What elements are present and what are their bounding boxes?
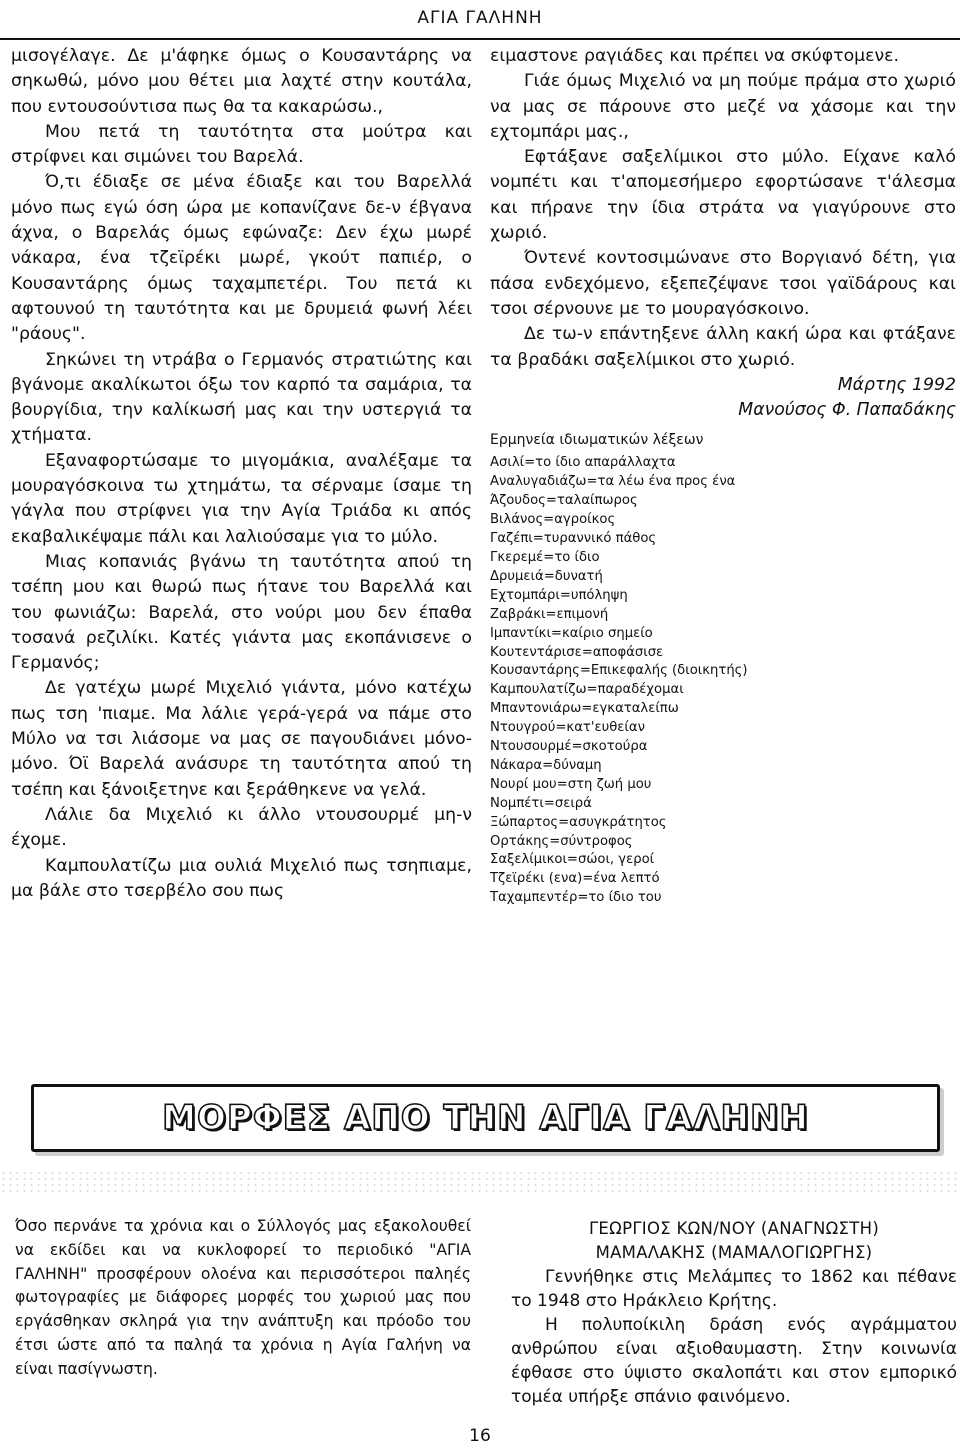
paragraph: Σηκώνει τη ντράβα ο Γερμανός στρατιώτης και βγάνομε ακαλίκωτοι όξω τον καρπό τα σαμάρια, τα βουργίδια, την καλίκωσή μας και την υστεργιά τα χτήματα. (11, 349, 472, 446)
intro-paragraph: Όσο περνάνε τα χρόνια και ο Σύλλογός μας εξακολουθεί να εκδίδει και να κυκλοφορεί το περιοδικό "ΑΓΙΑ ΓΑΛΗΝΗ" προσφέρουν ολοένα και περισσότεροι παληές φωτογραφίες με διάφορες μορφές του χωριού μας που εργάσθηκαν σκληρά για την ανάπτυξη και πρόοδο του έτσι ώστε από τα παληά τα χρόνια η Αγία Γαλήνη να είναι πασίγνωστη. (15, 1217, 471, 1378)
section-banner (31, 1084, 940, 1152)
left-column (11, 44, 472, 904)
glossary-item: Εχτομπάρι=υπόληψη (490, 587, 628, 603)
glossary-item: Άζουδος=ταλαίπωρος (490, 493, 638, 509)
glossary-item: Νομπέτι=σειρά (490, 795, 592, 811)
glossary-item: Ξώπαρτος=ασυγκράτητος (490, 814, 667, 830)
glossary-item: Νουρί μου=στη ζωή μου (490, 776, 652, 792)
paragraph: μισογέλαγε. Δε μ'άφηκε όμως ο Κουσαντάρης να σηκωθώ, μόνο μου θέτει μια λαχτέ στην κουτάλα, που εντουσούντισα πως θα τα κακαρώσω., (11, 46, 472, 117)
glossary-item: Αναλυγαδιάζω=τα λέω ένα προς ένα (490, 474, 736, 490)
paragraph: Όντενέ κοντοσιμώνανε στο Βοργιανό δέτη, για πάσα ενδεχόμενο, εξεπεζέψανε τσοι γαϊδάρους και τσοι σέρνουνε με το μουραγόσκοινο. (490, 248, 956, 319)
glossary-item: Τζεϊρέκι (ενα)=ένα λεπτό (490, 871, 660, 887)
paragraph: Λάλιε δα Μιχελιό κι άλλο ντουσουρμέ μη-ν έχομε. (11, 804, 472, 851)
glossary-item: Σαξελίμικοι=σώοι, γεροί (490, 852, 655, 868)
glossary-item: Γαζέπι=τυραννικό πάθος (490, 531, 657, 547)
glossary-item: Βιλάνος=αγροίκος (490, 512, 616, 528)
right-column (490, 44, 956, 908)
glossary-item: Ταχαμπεντέρ=το ίδιο του (490, 890, 662, 906)
glossary-item: Δρυμειά=δυνατή (490, 568, 603, 584)
bio-paragraph: Γεννήθηκε στις Μελάμπες το 1862 και πέθανε το 1948 στο Ηράκλειο Κρήτης. (511, 1267, 957, 1311)
bio-title-line1: ΓΕΩΡΓΙΟΣ ΚΩΝ/ΝΟΥ (ΑΝΑΓΝΩΣΤΗ) (588, 1219, 880, 1238)
glossary-item: Ιμπαντίκι=καίριο σημείο (490, 625, 653, 641)
bio-paragraph: Η πολυποίκιλη δράση ενός αγράμματου ανθρώπου είναι αξιοθαυμαστη. Στην κοινωνία έφθασε στο ύψιστο σκαλοπάτι και στον εμπορικό τομέα υπήρξε σπάνιο φαινόμενο. (511, 1315, 957, 1407)
glossary-title: Ερμηνεία ιδιωματικών λέξεων (490, 432, 704, 449)
paragraph: Εξαναφορτώσαμε το μιγομάκια, αναλέξαμε τα μουραγόσκοινα τω χτημάτω, τα σέρναμε ίσαμε τη γάγλα που στρίφνει για την Αγία Τριάδα κι απός εκαβαλικέψαμε πάλι και λαλιούσαμε για το μύλο. (11, 450, 472, 547)
page-number: 16 (469, 1426, 491, 1446)
banner-title: ΜΟΡΦΕΣ ΑΠΟ ΤΗΝ ΑΓΙΑ ΓΑΛΗΝΗ (162, 1098, 809, 1138)
glossary-item: Ασιλί=το ίδιο απαράλλαχτα (490, 455, 676, 471)
glossary-item: Ντουγρού=κατ'ευθείαν (490, 720, 645, 736)
paragraph: Εφτάξανε σαξελίμικοι στο μύλο. Είχανε καλό νομπέτι και τ'απομεσήμερο εφορτώσανε τ'άλεσμα και πήρανε την ίδια στράτα να γιαγύρουνε στο χωριό. (490, 147, 956, 244)
glossary-item: Ντουσουρμέ=σκοτούρα (490, 739, 648, 755)
header-rule (0, 38, 960, 40)
paragraph: Ό,τι έδιαξε σε μένα έδιαξε και του Βαρελλά μόνο πως εγώ όση ώρα με κοπανίζανε δε-ν έβγανα άχνα, ο Βαρελάς όμως εφώναζε: Δεν έχω μωρέ νάκαρα, ένα τζεϊρέκι μωρέ, γκούτ παπιέρ, ο Κουσαντάρης όμως ταχαμπετέρι. Του πετά κι αφτουνού τη ταυτότητα και με δρυμειά φωνή λέει "ράους". (11, 172, 472, 345)
glossary-item: Ορτάκης=σύντροφος (490, 833, 633, 849)
paragraph: Γιάε όμως Μιχελιό να μη πούμε πράμα στο χωριό να μας σε πάρουνε στο μεζέ να χάσομε και την εχτομπάρι μας., (490, 71, 956, 142)
glossary-item: Ζαβράκι=επιμονή (490, 606, 609, 622)
paragraph: Καμπουλατίζω μια ουλιά Μιχελιό πως τσηπιαμε, μα βάλε στο τσερβέλο σου πως (11, 855, 472, 901)
signature-date: Μάρτης 1992 (837, 374, 956, 395)
glossary-item: Μπαντονιάρω=εγκαταλείπω (490, 701, 679, 717)
paragraph: Μιας κοπανιάς βγάνω τη ταυτότητα απού τη τσέπη μου και θωρώ πως ήτανε του Βαρελλά και του φωνιάζω: Βαρελά, στο νούρι μου δεν έπαθα τοσανά ρεζιλίκι. Κατές γιάντα μας εκοπάνισενε ο Γερμανός; (11, 551, 472, 674)
glossary-item: Κουτεντάρισε=αποφάσισε (490, 644, 664, 660)
paragraph: Δε γατέχω μωρέ Μιχελιό γιάντα, μόνο κατέχω πως τση 'πιαμε. Μα λάλιε γερά-γερά να πάμε στο Μύλο να τσι λιάσομε να μας σε παγουδιάνει μόνο-μόνο. Όϊ Βαρελά ανάσυρε τη ταυτότητα απού τη τσέπη και ξάνοιξετηνε και ξεράθηκενε να γελά. (11, 678, 472, 800)
glossary-item: Κουσαντάρης=Επικεφαλής (διοικητής) (490, 663, 748, 679)
paragraph: ειμαστονε ραγιάδες και πρέπει να σκύφτομενε. (490, 46, 899, 66)
glossary-item: Νάκαρα=δύναμη (490, 757, 602, 773)
glossary-list (490, 454, 956, 908)
paragraph: Δε τω-ν επάντηξενε άλλη κακή ώρα και φτάξανε τα βραδάκι σαξελίμικοι στο χωριό. (490, 324, 956, 370)
print-speckle-decoration (0, 1170, 960, 1192)
glossary-item: Γκερεμέ=το ίδιο (490, 549, 600, 565)
bio-title-line2: ΜΑΜΑΛΑΚΗΣ (ΜΑΜΑΛΟΓΙΩΡΓΗΣ) (595, 1243, 873, 1262)
paragraph: Μου πετά τη ταυτότητα στα μούτρα και στρίφνει και σιμώνει του Βαρελά. (11, 121, 472, 168)
glossary-item: Καμπουλατίζω=παραδέχομαι (490, 682, 684, 698)
biography (511, 1217, 957, 1409)
running-header: ΑΓΙΑ ΓΑΛΗΝΗ (417, 8, 543, 28)
signature-author: Μανούσος Φ. Παπαδάκης (738, 400, 956, 421)
